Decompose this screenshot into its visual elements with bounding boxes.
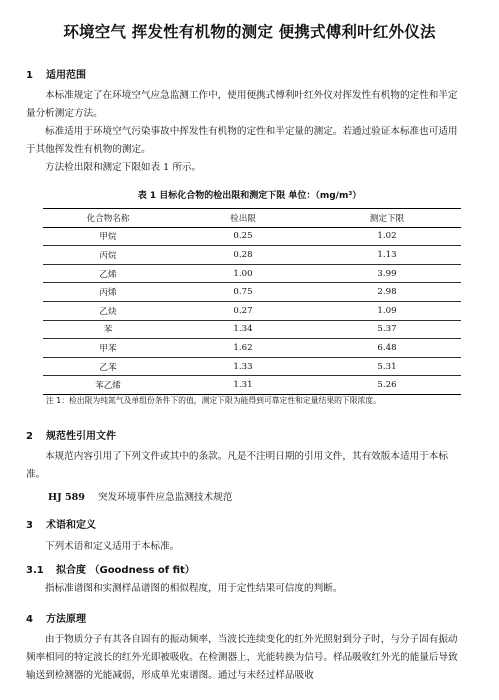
table-row [43, 376, 461, 395]
table-header: 化合物名称 [86, 213, 130, 224]
table-cell: 1.00 [233, 268, 253, 279]
reference-code: HJ 589 [48, 492, 85, 503]
table-cell: 6.48 [377, 342, 397, 353]
paragraph-principle: 由于物质分子有其各自固有的振动频率，当波长连续变化的红外光照射到分子时，与分子固有振动频率相同的特定波长的红外光即被吸收。在检测器上，光能转换为信号。样品吸收红外光的能量后导致输送到检测器的光能减弱，形成单光束谱图。通过与未经过样品吸收 [26, 634, 458, 681]
table-caption: 表 1 目标化合物的检出限和测定下限 单位：（mg/m³） [137, 191, 362, 201]
section-number: 4 [26, 614, 33, 625]
reference-title: 突发环境事件应急监测技术规范 [98, 492, 233, 503]
section-number: 1 [26, 70, 33, 81]
table-header: 测定下限 [369, 213, 405, 224]
section-title: 规范性引用文件 [46, 431, 116, 442]
table-row [43, 283, 461, 302]
section-title: 适用范围 [46, 70, 86, 81]
section-title: 方法原理 [46, 614, 86, 625]
paragraph-scope-1: 本标准规定了在环境空气应急监测工作中，使用便携式傅利叶红外仪对挥发性有机物的定性和半定量分析测定方法。 [26, 90, 458, 119]
table-cell: 0.25 [233, 231, 253, 242]
section-heading-3 [26, 516, 96, 531]
paragraph-references: 本规范内容引用了下列文件或其中的条款。凡是不注明日期的引用文件，其有效版本适用于本标准。 [26, 451, 448, 480]
table-cell: 丙烯 [99, 288, 117, 299]
table-cell: 甲苯 [99, 343, 117, 354]
section-title: 拟合度 （Goodness of fit） [56, 565, 195, 576]
table-row [43, 339, 461, 358]
table-row [43, 301, 461, 320]
table-cell: 1.13 [377, 249, 397, 260]
section-number: 2 [26, 431, 33, 442]
table-cell: 乙炔 [99, 306, 117, 317]
table-cell: 0.75 [233, 287, 253, 298]
table-row [43, 264, 461, 283]
detection-limit-table [43, 208, 461, 395]
table-row [43, 320, 461, 339]
table-cell: 1.09 [377, 305, 397, 316]
table-cell: 乙苯 [99, 362, 117, 373]
table-cell: 1.34 [233, 324, 253, 335]
table-cell: 甲烷 [99, 232, 117, 243]
table-cell: 2.98 [377, 287, 397, 298]
table-cell: 1.02 [377, 231, 397, 242]
section-heading-4 [26, 610, 86, 625]
section-heading-2 [26, 427, 116, 442]
table-cell: 苯 [103, 325, 113, 336]
table-cell: 1.31 [233, 380, 253, 391]
table-cell: 1.62 [233, 342, 253, 353]
table-header: 检出限 [230, 213, 256, 224]
table-cell: 苯乙烯 [95, 381, 121, 392]
table-row [43, 227, 461, 246]
paragraph-scope-3: 方法检出限和测定下限如表 1 所示。 [45, 162, 202, 173]
table-cell: 5.31 [377, 361, 397, 372]
table-cell: 0.28 [233, 249, 253, 260]
table-cell: 0.27 [233, 305, 253, 316]
document-title: 环境空气 挥发性有机物的测定 便携式傅利叶红外仪法 [63, 23, 436, 41]
paragraph-scope-2: 标准适用于环境空气污染事故中挥发性有机物的定性和半定量的测定。若通过验证本标准也可适用于其他挥发性有机物的测定。 [26, 126, 458, 155]
section-number: 3.1 [26, 565, 44, 576]
table-note: 注 1：检出限为纯氮气及单组份条件下的值，测定下限为能得到可靠定性和定量结果的下限浓度。 [46, 396, 381, 405]
section-number: 3 [26, 520, 33, 531]
table-row [43, 357, 461, 376]
table-cell: 3.99 [377, 268, 397, 279]
table-row [43, 246, 461, 265]
section-heading-1 [26, 66, 86, 81]
section-title: 术语和定义 [46, 520, 96, 531]
table-header-row [43, 209, 461, 228]
table-cell: 5.26 [377, 380, 397, 391]
table-cell: 丙烷 [99, 250, 117, 261]
subsection-heading-3-1 [26, 561, 195, 576]
paragraph-goodness-of-fit: 指标准谱图和实测样品谱图的相似程度，用于定性结果可信度的判断。 [45, 583, 343, 594]
reference-entry [48, 489, 232, 503]
table-cell: 1.33 [233, 361, 253, 372]
table-cell: 5.37 [377, 324, 397, 335]
paragraph-terms: 下列术语和定义适用于本标准。 [45, 541, 180, 552]
table-cell: 乙烯 [99, 269, 117, 280]
